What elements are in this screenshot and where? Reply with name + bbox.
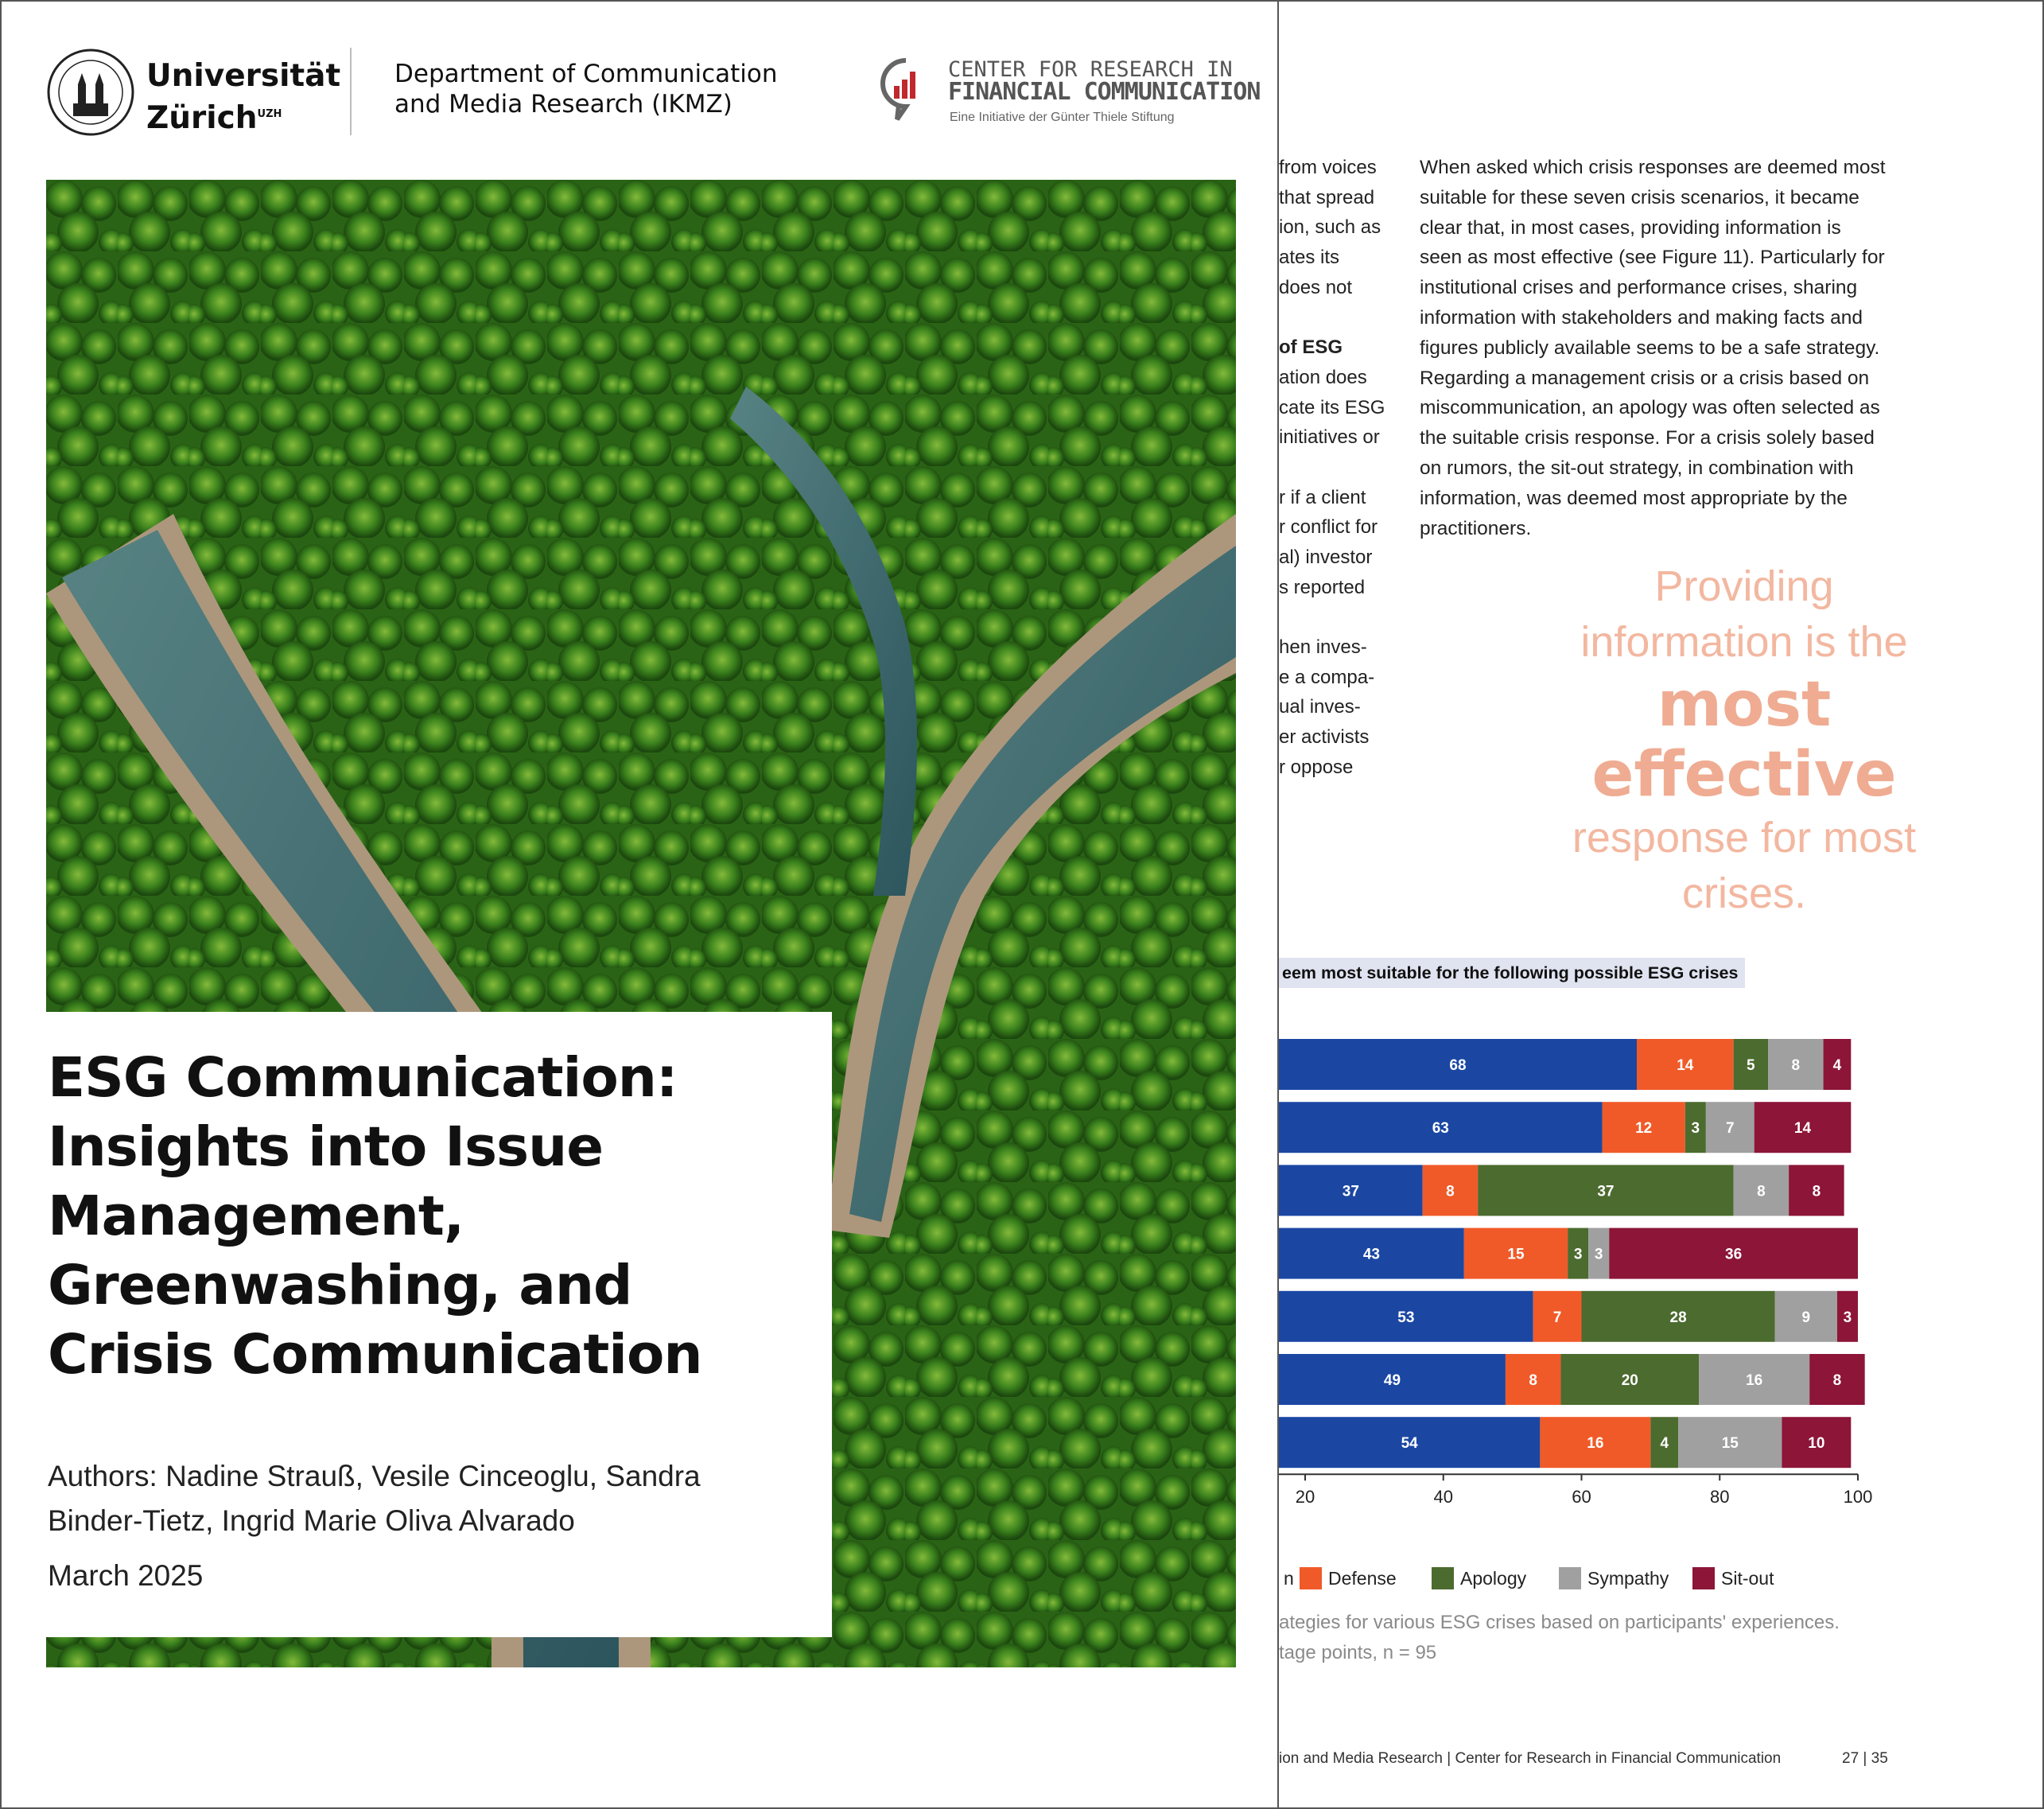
bar-value-label: 37	[1597, 1183, 1615, 1200]
legend-swatch	[1300, 1567, 1322, 1589]
bar-value-label: 36	[1725, 1246, 1743, 1263]
header-divider	[350, 48, 352, 135]
bar-value-label: 8	[1832, 1372, 1842, 1389]
legend-swatch	[1559, 1567, 1581, 1589]
page-number: 27 | 35	[1842, 1750, 1888, 1767]
pull-quote-line: response for most	[1572, 814, 1917, 862]
bar-value-label: 10	[1808, 1435, 1825, 1453]
x-axis-tick-label: 40	[1433, 1487, 1453, 1508]
legend-label: Defense	[1328, 1568, 1397, 1589]
legend-label: Sympathy	[1587, 1568, 1669, 1589]
pull-quote-emphasis: most	[1657, 669, 1832, 741]
left-column-line: initiatives or	[1279, 426, 1380, 449]
legend-swatch	[1692, 1567, 1715, 1589]
bar-value-label: 43	[1362, 1246, 1380, 1263]
report-title-line: Crisis Communication	[48, 1323, 702, 1387]
left-column-line: hen inves-	[1279, 636, 1367, 658]
figure-caption-line: ategies for various ESG crises based on participants' experiences.	[1279, 1612, 1840, 1633]
bar-value-label: 54	[1401, 1435, 1418, 1453]
report-title-line: Management,	[48, 1185, 464, 1248]
x-axis-tick-label: 20	[1295, 1487, 1315, 1508]
bar-value-label: 5	[1747, 1057, 1755, 1074]
bar-value-label: 37	[1342, 1183, 1359, 1200]
legend-label: n	[1284, 1568, 1294, 1589]
body-paragraph	[1420, 153, 1929, 543]
center-name-line1: CENTER FOR RESEARCH IN	[948, 57, 1233, 82]
pull-quote-line: information is the	[1580, 618, 1908, 666]
bar-value-label: 68	[1449, 1057, 1467, 1074]
left-column-line: s reported	[1279, 576, 1366, 598]
bar-value-label: 4	[1660, 1435, 1669, 1453]
report-title-line: Greenwashing, and	[48, 1254, 632, 1317]
body-line: practitioners.	[1420, 517, 1532, 539]
bar-value-label: 15	[1507, 1246, 1525, 1263]
legend-label: Sit-out	[1721, 1568, 1774, 1589]
body-line: institutional crises and performance crises, sharing	[1420, 277, 1858, 299]
bar-value-label: 3	[1691, 1120, 1700, 1138]
legend-label: Apology	[1460, 1568, 1527, 1589]
university-name-line1: Universität	[146, 58, 341, 94]
pull-quote-emphasis: effective	[1591, 739, 1897, 811]
left-column-line: ates its	[1279, 247, 1340, 269]
left-column-line: cate its ESG	[1279, 396, 1385, 418]
university-name	[146, 57, 340, 138]
bar-value-label: 53	[1397, 1309, 1415, 1326]
legend-swatch	[1432, 1567, 1454, 1589]
bar-value-label: 15	[1721, 1435, 1739, 1453]
bar-value-label: 8	[1812, 1183, 1821, 1200]
pull-quote-line: Providing	[1654, 562, 1834, 610]
bar-value-label: 3	[1594, 1246, 1603, 1263]
left-column-line: ual inves-	[1279, 696, 1361, 718]
x-axis-tick-label: 100	[1843, 1487, 1873, 1508]
speech-bubble-chart-logo-icon	[880, 57, 932, 123]
bar-value-label: 9	[1801, 1309, 1811, 1326]
left-column-line: r if a client	[1279, 486, 1366, 508]
body-line: figures publicly available seems to be a safe strategy.	[1420, 337, 1880, 359]
bar-value-label: 3	[1843, 1309, 1852, 1326]
report-title-line: ESG Communication:	[48, 1046, 678, 1110]
report-date: March 2025	[48, 1559, 204, 1592]
left-column-line: r oppose	[1279, 756, 1354, 778]
pull-quote	[1482, 558, 2007, 921]
university-abbrev: UZH	[257, 108, 282, 120]
left-column-line: er activists	[1279, 726, 1370, 749]
department-name-line2: and Media Research (IKMZ)	[394, 90, 732, 119]
report-title-line: Insights into Issue	[48, 1115, 604, 1179]
bar-value-label: 16	[1587, 1435, 1604, 1453]
bar-value-label: 63	[1432, 1120, 1449, 1138]
department-name	[394, 59, 778, 119]
bar-value-label: 14	[1793, 1120, 1812, 1138]
body-line: Regarding a management crisis or a crisis based on	[1420, 367, 1870, 389]
body-line: information with stakeholders and making facts and	[1420, 306, 1863, 329]
x-axis-tick-label: 60	[1572, 1487, 1591, 1508]
stacked-bar-chart	[1279, 1028, 1915, 1529]
left-column-line: from voices	[1279, 157, 1377, 178]
report-page-27	[1279, 0, 2044, 1809]
figure-title: eem most suitable for the following possible ESG crises	[1279, 958, 1745, 988]
left-column-line: al) investor	[1279, 546, 1373, 568]
bar-value-label: 8	[1446, 1183, 1455, 1200]
cover-title-panel	[46, 1012, 832, 1637]
body-line: seen as most effective (see Figure 11). Particularly for	[1420, 247, 1885, 269]
bar-value-label: 7	[1552, 1309, 1562, 1326]
university-name-line2: Zürich	[146, 100, 258, 136]
figure-caption-line: tage points, n = 95	[1279, 1642, 1437, 1663]
bar-value-label: 8	[1791, 1057, 1801, 1074]
report-authors	[48, 1454, 811, 1543]
bar-value-label: 8	[1529, 1372, 1537, 1389]
report-title	[48, 1044, 811, 1390]
left-column-line: of ESG	[1279, 337, 1343, 359]
bar-value-label: 16	[1746, 1372, 1763, 1389]
bar-value-label: 14	[1677, 1057, 1694, 1074]
bar-value-label: 20	[1621, 1372, 1638, 1389]
body-line: information, was deemed most appropriate by the	[1420, 487, 1848, 509]
bar-value-label: 3	[1573, 1246, 1583, 1263]
department-name-line1: Department of Communication	[394, 60, 778, 88]
left-column-line: ation does	[1279, 366, 1367, 388]
body-line: the suitable crisis response. For a crisis solely based	[1420, 427, 1875, 449]
authors-line: Authors: Nadine Strauß, Vesile Cinceoglu, Sandra	[48, 1460, 701, 1492]
body-line: When asked which crisis responses are deemed most	[1420, 157, 1886, 178]
left-column-line: that spread	[1279, 186, 1375, 208]
center-name-line2: FINANCIAL COMMUNICATION	[948, 78, 1261, 106]
left-column-line: does not	[1279, 276, 1353, 298]
bar-value-label: 8	[1757, 1183, 1766, 1200]
left-column-line: e a compa-	[1279, 666, 1375, 688]
left-column-line	[1279, 602, 1390, 632]
pull-quote-line: crises.	[1681, 869, 1806, 917]
bar-value-label: 4	[1832, 1057, 1842, 1074]
body-line: miscommunication, an apology was often selected as	[1420, 397, 1880, 419]
chart-legend	[1279, 1561, 1915, 1593]
left-column-line: ion, such as	[1279, 216, 1381, 239]
university-seal-icon	[46, 48, 135, 137]
page-footer: ion and Media Research | Center for Research in Financial Communication	[1279, 1750, 1782, 1767]
left-column-line: r conflict for	[1279, 516, 1378, 539]
left-column-line	[1279, 302, 1390, 333]
body-line: suitable for these seven crisis scenarios, it became	[1420, 186, 1859, 208]
bar-value-label: 12	[1635, 1120, 1653, 1138]
left-column-line	[1279, 453, 1390, 483]
body-line: on rumors, the sit-out strategy, in combination with	[1420, 457, 1854, 479]
cropped-left-column-text	[1279, 153, 1390, 782]
authors-line: Binder-Tietz, Ingrid Marie Oliva Alvarado	[48, 1504, 575, 1537]
x-axis-tick-label: 80	[1710, 1487, 1730, 1508]
bar-value-label: 7	[1725, 1120, 1735, 1138]
bar-value-label: 28	[1669, 1309, 1687, 1326]
center-tagline: Eine Initiative der Günter Thiele Stiftung	[950, 111, 1175, 124]
body-line: clear that, in most cases, providing information is	[1420, 216, 1841, 239]
bar-value-label: 49	[1383, 1372, 1401, 1389]
